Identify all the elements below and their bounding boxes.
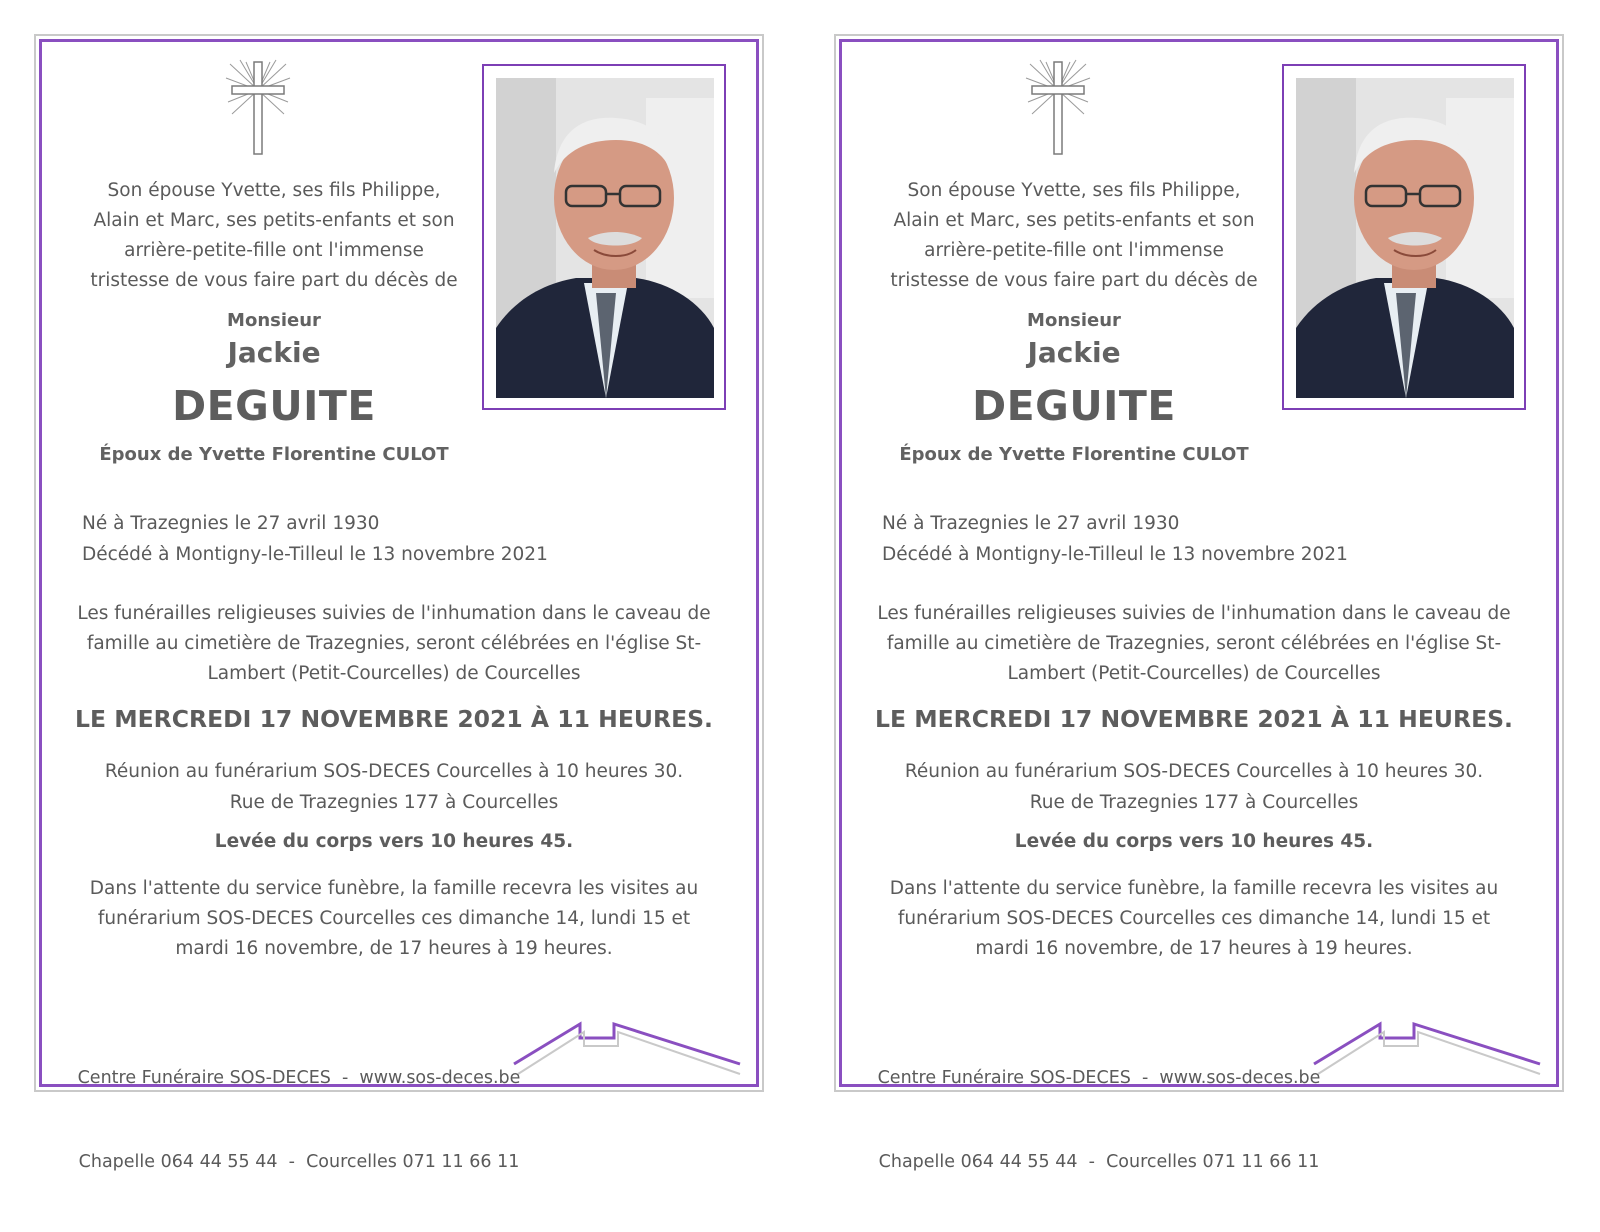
honorific: Monsieur [1027,310,1121,331]
death-line: Décédé à Montigny-le-Tilleul le 13 novembre 2021 [82,544,548,565]
footer-contact [854,1008,1344,1232]
portrait-photo [496,78,714,398]
portrait-frame [482,64,726,410]
visits-text: Dans l'attente du service funèbre, la famille recevra les visites au funérarium SOS-DECES Courcelles ces dimanche 14, lundi 15 et mardi 16 novembre, de 17 heures à 19 heures. [889,878,1499,959]
obituary-card-right [834,34,1564,1172]
dates-block [82,508,702,570]
meeting-block [874,756,1514,818]
address-line: Rue de Trazegnies 177 à Courcelles [1029,792,1359,813]
address-line: Rue de Trazegnies 177 à Courcelles [229,792,559,813]
first-name: Jackie [227,336,321,369]
meeting-line: Réunion au funérarium SOS-DECES Courcelles à 10 heures 30. [104,761,684,782]
first-name: Jackie [1027,336,1121,369]
funeral-date: LE MERCREDI 17 NOVEMBRE 2021 À 11 HEURES. [875,705,1513,733]
footer-line-1: Centre Funéraire SOS-DECES - www.sos-deces.be [77,1068,521,1088]
levee-line: Levée du corps vers 10 heures 45. [1014,831,1374,852]
levee-line: Levée du corps vers 10 heures 45. [214,831,574,852]
footer-line-2: Chapelle 064 44 55 44 - Courcelles 071 11 66 11 [78,1152,520,1172]
footer-contact [54,1008,544,1232]
last-name: DEGUITE [172,382,376,430]
spouse-line: Époux de Yvette Florentine CULOT [899,444,1249,465]
radiant-cross-icon [1026,60,1090,156]
portrait-frame [1282,64,1526,410]
footer-line-2: Chapelle 064 44 55 44 - Courcelles 071 11 66 11 [878,1152,1320,1172]
birth-line: Né à Trazegnies le 27 avril 1930 [82,513,380,534]
spouse-line: Époux de Yvette Florentine CULOT [99,444,449,465]
meeting-line: Réunion au funérarium SOS-DECES Courcelles à 10 heures 30. [904,761,1484,782]
birth-line: Né à Trazegnies le 27 avril 1930 [882,513,1180,534]
visits-text: Dans l'attente du service funèbre, la famille recevra les visites au funérarium SOS-DECES Courcelles ces dimanche 14, lundi 15 et mardi 16 novembre, de 17 heures à 19 heures. [89,878,699,959]
portrait-photo [1296,78,1514,398]
footer-line-1: Centre Funéraire SOS-DECES - www.sos-deces.be [877,1068,1321,1088]
ceremony-text: Les funérailles religieuses suivies de l'inhumation dans le caveau de famille au cimetière de Trazegnies, seront célébrées en l'église St- Lambert (Petit-Courcelles) de Courcelles [877,603,1511,684]
intro-text: Son épouse Yvette, ses fils Philippe, Alain et Marc, ses petits-enfants et son arrière-petite-fille ont l'immense tristesse de vous faire part du décès de [90,180,458,291]
ceremony-text: Les funérailles religieuses suivies de l'inhumation dans le caveau de famille au cimetière de Trazegnies, seront célébrées en l'église St- Lambert (Petit-Courcelles) de Courcelles [77,603,711,684]
intro-text: Son épouse Yvette, ses fils Philippe, Alain et Marc, ses petits-enfants et son arrière-petite-fille ont l'immense tristesse de vous faire part du décès de [890,180,1258,291]
last-name: DEGUITE [972,382,1176,430]
funeral-date: LE MERCREDI 17 NOVEMBRE 2021 À 11 HEURES. [75,705,713,733]
obituary-card-left [34,34,764,1172]
meeting-block [74,756,714,818]
death-line: Décédé à Montigny-le-Tilleul le 13 novembre 2021 [882,544,1348,565]
honorific: Monsieur [227,310,321,331]
radiant-cross-icon [226,60,290,156]
dates-block [882,508,1502,570]
